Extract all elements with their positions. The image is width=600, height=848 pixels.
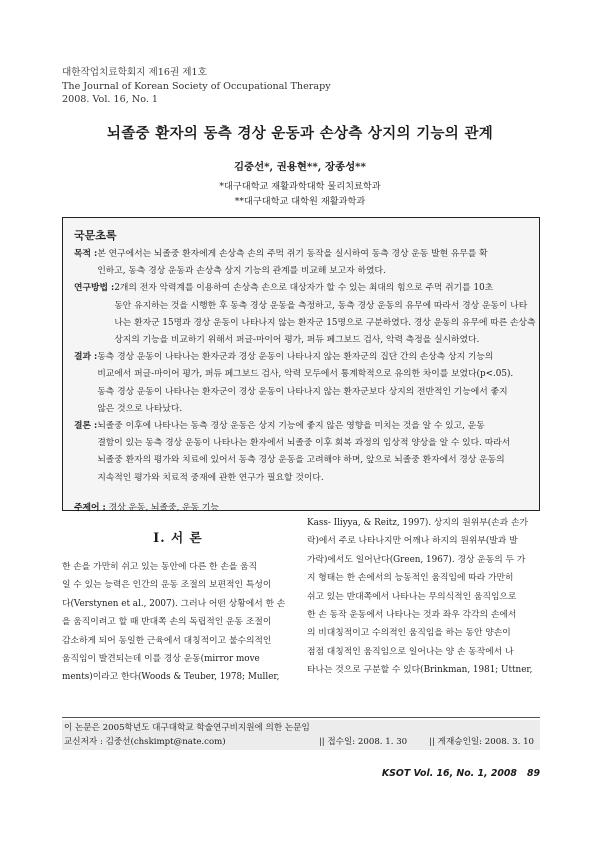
abstract-methods (74, 280, 536, 349)
abstract-heading: 국문초록 (74, 229, 117, 242)
text-line: 일 수 있는 능력은 인간의 운동 조절의 보편적인 특성이 (62, 580, 272, 591)
footnote (62, 720, 540, 750)
text-line: 2개의 전자 악력계를 이용하여 손상측 손으로 대상자가 할 수 있는 최대의 힘으로 주먹 쥐기를 10초 (114, 283, 494, 294)
intro-left-column (62, 527, 294, 687)
page-number: 89 (526, 768, 540, 779)
keywords-label: 주제어 : (74, 502, 106, 513)
footer-journal: KSOT Vol. 16, No. 1, 2008 (381, 768, 517, 779)
intro-heading: I. 서 론 (153, 530, 203, 545)
text-line: 쉬고 있는 반대쪽에서 나타나는 무의식적인 움직임으로 (307, 591, 517, 602)
correspondence-row (64, 735, 540, 749)
section-text (97, 418, 528, 487)
keywords (74, 500, 528, 513)
keywords-text: 경상 운동, 뇌졸중, 운동 기능 (108, 502, 219, 513)
section-label: 결론 : (74, 421, 98, 432)
section-text (114, 280, 535, 349)
text-line: 한 손을 가만히 쉬고 있는 동안에 다른 한 손을 움직 (62, 562, 258, 572)
paper-title: 뇌졸중 환자의 동측 경상 운동과 손상측 상지의 기능의 관계 (106, 125, 494, 142)
section-text (97, 246, 528, 280)
authors: 김중선*, 권용현**, 장종성** (234, 161, 366, 173)
text-line: 비교에서 퍼글-마이어 평가, 퍼듀 페그보드 검사, 악력 모두에서 통계학적으로 유의한 차이를 보였다(p<.05). (97, 369, 514, 380)
text-line: 움직임이 발견되는데 이를 경상 운동(mirror move (62, 654, 260, 665)
text-line: Kass- Iliyya, & Reitz, 1997). 상지의 원위부(손과 손가 (307, 518, 528, 528)
text-line: 본 연구에서는 뇌졸중 환자에게 손상측 손의 주먹 쥐기 동작을 실시하여 동측 경상 운동 발현 유무를 확 (97, 249, 488, 259)
text-line: 뇌졸중 환자의 평가와 치료에 있어서 동측 경상 운동을 고려해야 하며, 앞으로 뇌졸중 환자에서 경상 운동의 (97, 455, 505, 466)
section-label: 연구방법 : (74, 283, 115, 294)
text-line: 나는 환자군 15명과 경상 운동이 나타나지 않는 환자군 15명으로 구분하였다. 경상 운동의 유무에 따른 손상측 (114, 317, 536, 328)
text-line: 타나는 것으로 구분할 수 있다(Brinkman, 1981; Uttner, (307, 665, 533, 676)
text-line: 뇌졸중 이후에 나타나는 동측 경상 운동은 상지 기능에 좋지 않은 영향을 미치는 것을 알 수 있고, 운동 (97, 421, 485, 432)
abstract-purpose (74, 246, 528, 280)
corresponding-author: 교신저자 : 김중선(chskimpt@nate.com) (64, 737, 226, 747)
text-line: 동안 유지하는 것을 시행한 후 동측 경상 운동을 측정하고, 동측 경상 운동의 유무에 따라서 경상 운동이 나타 (114, 300, 528, 311)
intro-right-column (307, 514, 539, 680)
abstract-conclusion (74, 418, 528, 487)
affiliation-2: **대구대학교 대학원 재활과학과 (234, 196, 366, 207)
footnote-divider (62, 717, 540, 718)
abstract-results (74, 349, 528, 418)
section-text (97, 349, 528, 418)
text-line: 락)에서 주로 나타나지만 어깨나 하지의 원위부(발과 발 (307, 536, 518, 547)
text-line: 지속적인 평가와 치료적 중재에 관한 연구가 필요할 것이다. (97, 472, 324, 483)
text-line: 인하고, 동측 경상 운동과 손상측 상지 기능의 관계를 비교해 보고자 하였다. (97, 266, 386, 277)
text-line: 않은 것으로 나타났다. (97, 403, 183, 414)
text-line: ments)이라고 한다(Woods & Teuber, 1978; Muller, (62, 672, 280, 683)
text-line: 가락)에서도 일어난다(Green, 1967). 경상 운동의 두 가 (307, 554, 526, 565)
journal-volume: 2008. Vol. 16, No. 1 (62, 94, 159, 106)
page-footer (372, 768, 540, 779)
accepted-date: || 게재승인일: 2008. 3. 10 (429, 737, 534, 747)
journal-name-korean: 대한작업치료학회지 제16권 제1호 (62, 67, 207, 78)
intro-left-text (62, 558, 294, 687)
text-line: 다(Verstynen et al., 2007). 그러나 어떤 상황에서 한 손 (62, 598, 286, 609)
text-line: 상지의 기능을 비교하기 위해서 퍼글-마이어 평가, 퍼듀 페그보드 검사, 악력 측정을 실시하였다. (114, 335, 480, 346)
funding-note: 이 논문은 2005학년도 대구대학교 학술연구비지원에 의한 논문임 (64, 723, 310, 733)
text-line: 결함이 있는 동측 경상 운동이 나타나는 환자에서 뇌졸중 이후 회복 과정의 임상적 양상을 알 수 있다. 따라서 (97, 438, 511, 449)
text-line: 을 움직이려고 할 때 반대쪽 손의 독립적인 운동 조절이 (62, 617, 272, 628)
journal-header (62, 66, 331, 107)
section-label: 목적 : (74, 249, 98, 259)
section-label: 결과 : (74, 352, 98, 363)
text-line: 점점 대칭적인 움직임으로 일어나는 양 손 동작에서 나 (307, 646, 514, 657)
abstract-box (62, 217, 540, 511)
intro-right-text (307, 514, 539, 680)
text-line: 한 손 동작 운동에서 나타나는 것과 좌우 각각의 손에서 (307, 610, 517, 621)
journal-name-english: The Journal of Korean Society of Occupational Therapy (62, 80, 331, 92)
affiliation-1: *대구대학교 재활과학대학 물리치료학과 (219, 181, 381, 192)
text-line: 동측 경상 운동이 나타나는 환자군이 경상 운동이 나타나지 않는 환자군보다 상지의 전반적인 기능에서 좋지 (97, 386, 508, 397)
received-date: || 접수일: 2008. 1. 30 (318, 737, 408, 747)
text-line: 감소하게 되어 동일한 근육에서 대칭적이고 불수의적인 (62, 635, 272, 646)
text-line: 동측 경상 운동이 나타나는 환자군과 경상 운동이 나타나지 않는 환자군의 집단 간의 손상측 상지 기능의 (97, 352, 494, 363)
text-line: 지 형태는 한 손에서의 능동적인 움직임에 따라 가만히 (307, 573, 514, 584)
text-line: 의 비대칭적이고 수의적인 움직임을 하는 동안 양손이 (307, 628, 511, 639)
